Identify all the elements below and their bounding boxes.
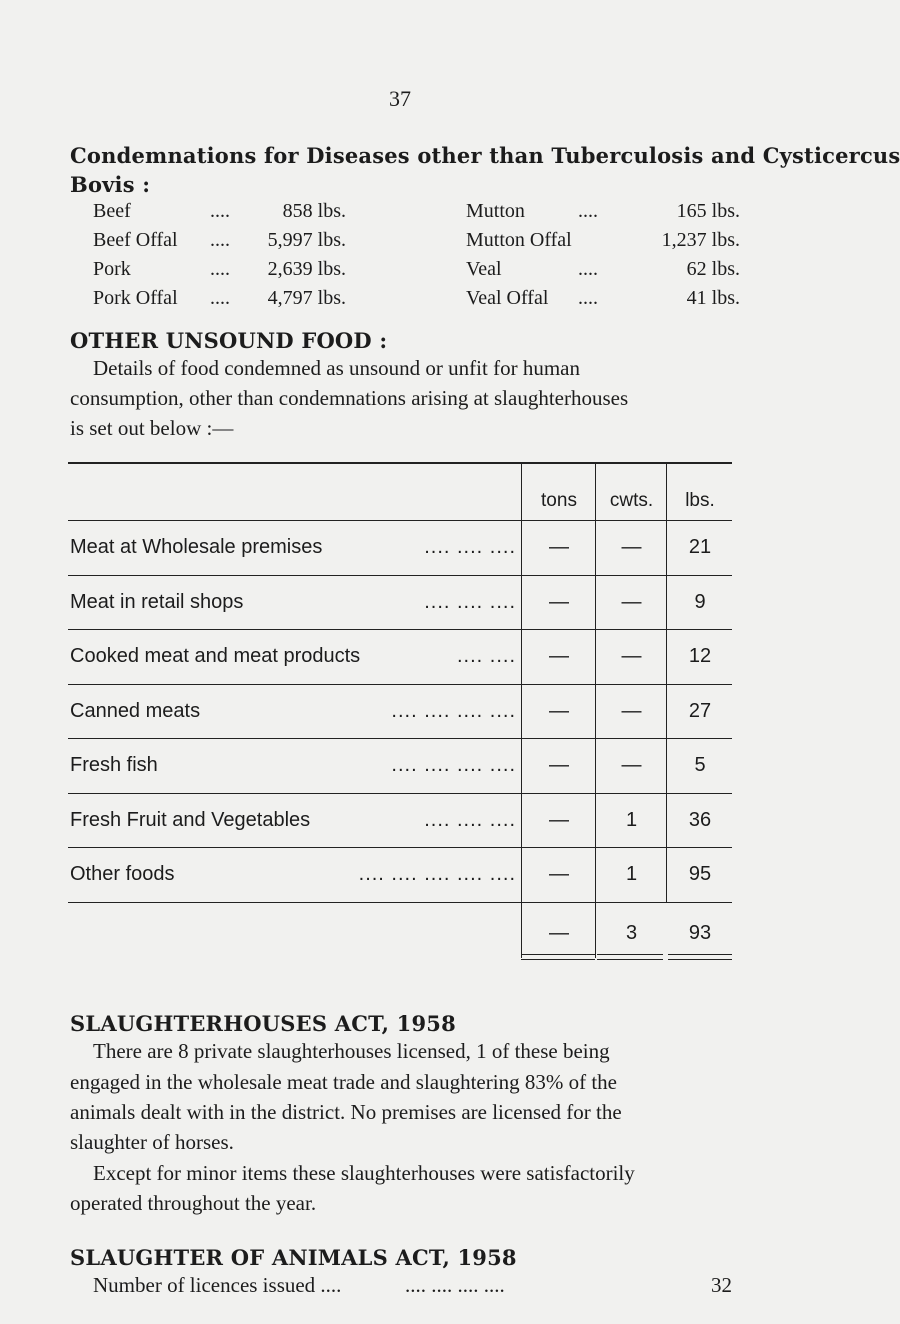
table-row-divider xyxy=(68,684,732,685)
item-name: Pork xyxy=(93,258,131,280)
table-row-divider xyxy=(68,793,732,794)
slaughterhouses-heading: SLAUGHTERHOUSES ACT, 1958 xyxy=(70,1011,456,1036)
slaughter-animals-heading: SLAUGHTER OF ANIMALS ACT, 1958 xyxy=(70,1245,517,1270)
item-name: Mutton Offal xyxy=(466,229,572,251)
item-dots: .... xyxy=(210,229,230,251)
cell-cwts: 1 xyxy=(625,808,638,831)
row-label: Other foods xyxy=(70,863,175,885)
slaughterhouses-p1-line3: animals dealt with in the district. No premises are licensed for the xyxy=(70,1100,622,1124)
condemnation-row xyxy=(93,229,740,257)
cell-cwts: — xyxy=(621,754,642,776)
licences-label: Number of licences issued .... xyxy=(93,1273,342,1297)
item-dots: .... xyxy=(578,258,598,280)
condemnations-heading-line1: Condemnations for Diseases other than Tuberculosis and Cysticercus xyxy=(70,143,900,168)
cell-cwts: — xyxy=(621,590,642,613)
other-unsound-heading: OTHER UNSOUND FOOD : xyxy=(70,328,388,353)
table-col-divider xyxy=(666,462,667,902)
row-label: Meat at Wholesale premises xyxy=(70,536,323,558)
row-leader-dots: .... .... .... xyxy=(424,808,516,831)
item-dots: .... xyxy=(578,200,598,222)
cell-lbs: 12 xyxy=(688,645,712,667)
item-name: Pork Offal xyxy=(93,287,178,309)
row-leader-dots: .... .... xyxy=(456,645,516,667)
header-cwts: cwts. xyxy=(609,490,654,511)
item-weight: 4,797 lbs. xyxy=(267,287,346,309)
total-underline-tons xyxy=(521,954,595,960)
slaughterhouses-p1-line1: There are 8 private slaughterhouses licensed, 1 of these being xyxy=(93,1039,610,1063)
table-row-divider xyxy=(68,847,732,848)
header-lbs: lbs. xyxy=(685,490,715,511)
item-dots: .... xyxy=(210,258,230,280)
table-row-divider xyxy=(68,575,732,576)
slaughterhouses-p1-line4: slaughter of horses. xyxy=(70,1130,234,1154)
cell-tons: — xyxy=(549,590,569,613)
total-underline-cwts xyxy=(597,954,663,960)
row-leader-dots: .... .... .... .... xyxy=(391,699,516,722)
row-leader-dots: .... .... .... .... xyxy=(391,754,516,776)
cell-cwts: — xyxy=(621,699,642,722)
item-weight: 165 lbs. xyxy=(676,200,740,222)
cell-lbs: 21 xyxy=(688,536,712,558)
cell-tons: — xyxy=(549,536,569,558)
page-number: 37 xyxy=(389,86,411,111)
item-dots: .... xyxy=(578,287,598,309)
total-cwts: 3 xyxy=(625,922,638,944)
table-row-divider xyxy=(68,738,732,739)
cell-lbs: 95 xyxy=(688,863,712,885)
cell-cwts: — xyxy=(621,645,642,667)
item-name: Beef xyxy=(93,200,131,222)
cell-tons: — xyxy=(549,754,569,776)
table-col-divider xyxy=(595,462,596,958)
licences-value: 32 xyxy=(711,1273,732,1297)
table-col-divider xyxy=(521,462,522,958)
condemnations-heading-line2: Bovis : xyxy=(70,172,151,197)
other-unsound-line2: consumption, other than condemnations arising at slaughterhouses xyxy=(70,386,629,410)
header-tons: tons xyxy=(541,490,577,511)
other-unsound-line1: Details of food condemned as unsound or unfit for human xyxy=(93,356,580,380)
item-weight: 62 lbs. xyxy=(686,258,740,280)
item-name: Veal Offal xyxy=(466,287,549,309)
cell-cwts: — xyxy=(621,536,642,558)
item-dots: .... xyxy=(210,200,230,222)
licences-dots: .... .... .... .... xyxy=(405,1273,505,1297)
cell-tons: — xyxy=(549,645,569,667)
row-label: Cooked meat and meat products xyxy=(70,645,361,667)
cell-lbs: 27 xyxy=(688,699,712,722)
slaughterhouses-p2-line2: operated throughout the year. xyxy=(70,1191,317,1215)
cell-cwts: 1 xyxy=(625,863,638,885)
item-weight: 41 lbs. xyxy=(686,287,740,309)
item-weight: 858 lbs. xyxy=(282,200,346,222)
condemnation-row xyxy=(93,200,740,228)
total-underline-lbs xyxy=(668,954,732,960)
item-weight: 2,639 lbs. xyxy=(267,258,346,280)
item-name: Beef Offal xyxy=(93,229,178,251)
item-weight: 1,237 lbs. xyxy=(661,229,740,251)
item-weight: 5,997 lbs. xyxy=(267,229,346,251)
row-label: Fresh fish xyxy=(70,754,158,776)
row-label: Fresh Fruit and Vegetables xyxy=(70,808,311,831)
cell-tons: — xyxy=(549,808,569,831)
row-label: Meat in retail shops xyxy=(70,590,244,613)
item-name: Mutton xyxy=(466,200,525,222)
total-tons: — xyxy=(549,922,569,944)
cell-tons: — xyxy=(549,863,569,885)
other-unsound-line3: is set out below :— xyxy=(70,416,234,440)
total-lbs: 93 xyxy=(688,922,712,944)
item-dots: .... xyxy=(210,287,230,309)
row-leader-dots: .... .... .... .... .... xyxy=(358,863,516,885)
condemnation-row xyxy=(93,287,740,315)
cell-lbs: 9 xyxy=(694,590,706,613)
row-leader-dots: .... .... .... xyxy=(424,536,516,558)
table-row-divider xyxy=(68,902,732,903)
cell-lbs: 5 xyxy=(694,754,706,776)
item-name: Veal xyxy=(466,258,502,280)
row-leader-dots: .... .... .... xyxy=(424,590,516,613)
table-row-divider xyxy=(68,629,732,630)
table-row-divider xyxy=(68,520,732,521)
slaughterhouses-p2-line1: Except for minor items these slaughterhouses were satisfactorily xyxy=(93,1161,635,1185)
row-label: Canned meats xyxy=(70,699,201,722)
slaughterhouses-p1-line2: engaged in the wholesale meat trade and slaughtering 83% of the xyxy=(70,1070,617,1094)
cell-tons: — xyxy=(549,699,569,722)
condemnation-row xyxy=(93,258,740,286)
table-top-border xyxy=(68,462,732,464)
cell-lbs: 36 xyxy=(688,808,712,831)
